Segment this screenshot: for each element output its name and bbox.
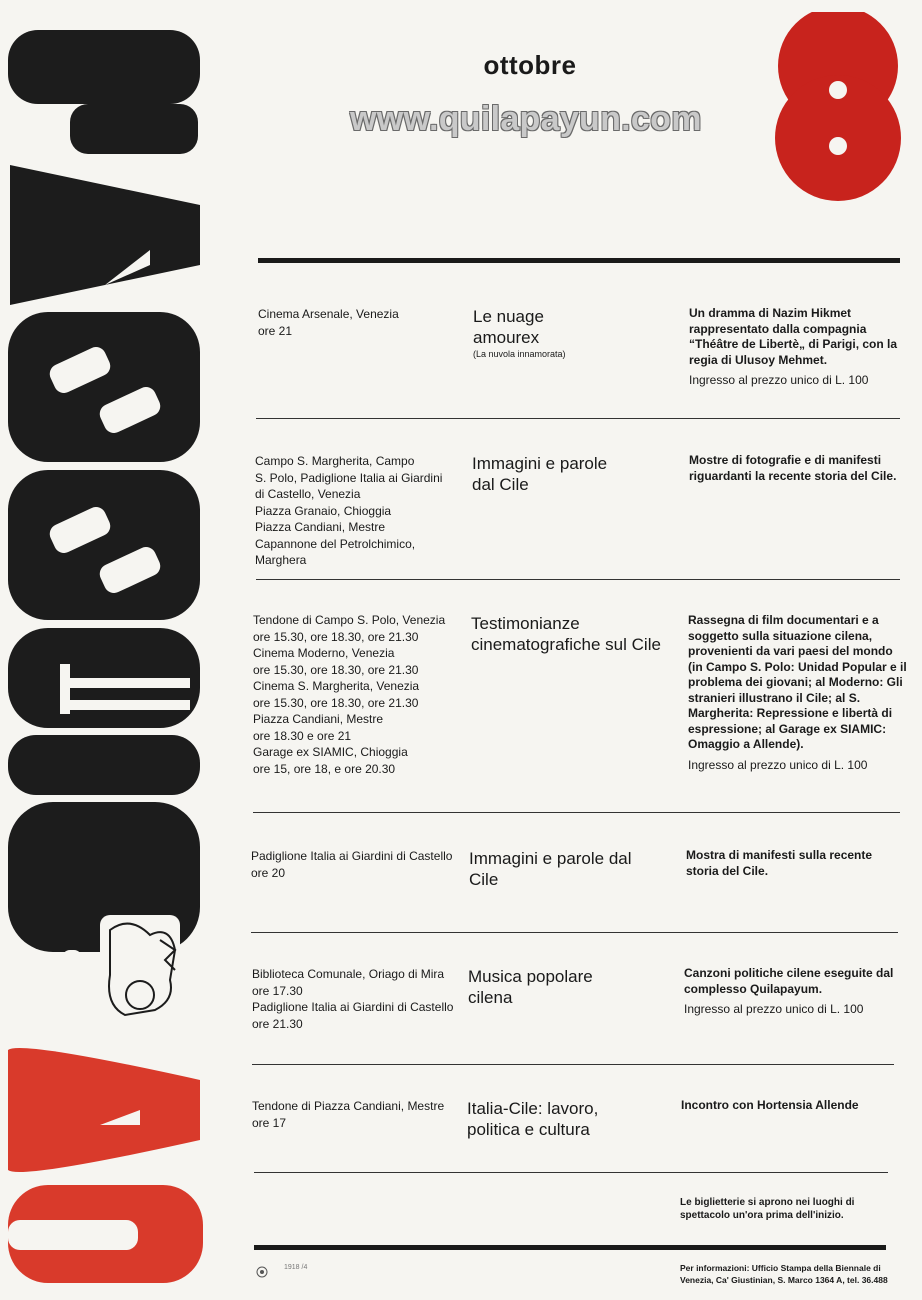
venue-line: Biblioteca Comunale, Oriago di Mira bbox=[252, 967, 445, 981]
event-title: Le nuage amourex bbox=[473, 307, 544, 347]
venue-line: ore 15.30, ore 18.30, ore 21.30 bbox=[253, 695, 419, 710]
website-watermark: www.quilapayun.com bbox=[350, 100, 702, 138]
month-heading: ottobre bbox=[483, 50, 577, 80]
lion-of-saint-mark-emblem bbox=[100, 915, 180, 1025]
seal-icon bbox=[256, 1266, 268, 1278]
ticket-office-note: Le biglietterie si aprono nei luoghi di spettacolo un'ora prima dell'inizio. bbox=[680, 1197, 855, 1221]
event-4-venue bbox=[251, 848, 466, 881]
event-6-title-block bbox=[467, 1098, 637, 1140]
event-divider bbox=[254, 1172, 888, 1173]
venue-line: ore 15, ore 18, e ore 20.30 bbox=[253, 761, 396, 776]
event-divider bbox=[252, 1064, 894, 1065]
event-description: Rassegna di film documentari e a soggetto sulla situazione cilena, provenienti da vari paesi del mondo (in Campo S. Polo: Unidad Popular e il problema dei giovani; al Moderno: Gli stranieri illustrano il Cile; al S. Margherita: Repressione e libertà di espressione; al Garage ex SIAMIC: Omaggio a Allende). bbox=[688, 613, 907, 751]
event-1-description bbox=[689, 306, 909, 389]
event-title: Musica popolare cilena bbox=[468, 967, 593, 1007]
venue-line: Tendone di Campo S. Polo, Venezia bbox=[253, 613, 446, 627]
venue-line: ore 15.30, ore 18.30, ore 21.30 bbox=[253, 662, 419, 677]
issue-number-lower-counter bbox=[829, 137, 847, 155]
event-6-venue bbox=[252, 1098, 467, 1131]
event-3-venue bbox=[253, 612, 468, 777]
event-description: Un dramma di Nazim Hikmet rappresentato dalla compagnia “Théâtre de Libertè„ di Parigi, con la regia di Ulusoy Mehmet. bbox=[689, 306, 898, 367]
event-divider bbox=[256, 579, 900, 580]
event-divider bbox=[251, 932, 898, 933]
header-rule bbox=[258, 258, 900, 263]
venue-line: ore 21.30 bbox=[252, 1016, 303, 1031]
venue-line: Padiglione Italia ai Giardini di Castello bbox=[252, 1000, 454, 1014]
event-admission: Ingresso al prezzo unico di L. 100 bbox=[684, 1002, 864, 1016]
event-title: Italia-Cile: lavoro, politica e cultura bbox=[467, 1099, 599, 1139]
venue-line: ore 18.30 e ore 21 bbox=[253, 728, 352, 743]
event-2-description bbox=[689, 453, 909, 484]
event-4-description bbox=[686, 848, 906, 879]
event-6-description bbox=[681, 1098, 901, 1114]
event-3-title-block bbox=[471, 613, 671, 655]
event-1-title-block bbox=[473, 306, 673, 360]
venue-line: ore 21 bbox=[258, 323, 293, 338]
issue-number-upper-counter bbox=[829, 81, 847, 99]
venue-line: Campo S. Margherita, Campo bbox=[255, 454, 415, 468]
event-title: Immagini e parole dal Cile bbox=[469, 849, 632, 889]
biennale-masthead bbox=[0, 0, 215, 1300]
venue-line: ore 15.30, ore 18.30, ore 21.30 bbox=[253, 629, 419, 644]
venue-line: Cinema Moderno, Venezia bbox=[253, 646, 395, 660]
event-2-title-block bbox=[472, 453, 632, 495]
event-5-venue bbox=[252, 966, 467, 1032]
venue-line: Marghera bbox=[255, 553, 307, 567]
event-description: Mostre di fotografie e di manifesti riguardanti la recente storia del Cile. bbox=[689, 453, 897, 483]
event-3-description bbox=[688, 613, 908, 773]
venue-line: ore 17.30 bbox=[252, 983, 303, 998]
venue-line: di Castello, Venezia bbox=[255, 487, 361, 501]
masthead-wordmark-graphic bbox=[0, 0, 215, 1300]
event-divider bbox=[253, 812, 900, 813]
venue-line: ore 20 bbox=[251, 865, 286, 880]
footer-rule bbox=[254, 1245, 886, 1250]
venue-line: Cinema S. Margherita, Venezia bbox=[253, 679, 420, 693]
event-5-description bbox=[684, 966, 904, 1018]
venue-line: Piazza Candiani, Mestre bbox=[253, 712, 384, 726]
event-title: Immagini e parole dal Cile bbox=[472, 454, 608, 494]
event-divider bbox=[256, 418, 900, 419]
venue-line: ore 17 bbox=[252, 1115, 287, 1130]
event-admission: Ingresso al prezzo unico di L. 100 bbox=[688, 757, 868, 772]
event-admission: Ingresso al prezzo unico di L. 100 bbox=[689, 373, 869, 387]
venue-line: S. Polo, Padiglione Italia ai Giardini bbox=[255, 470, 443, 485]
venue-line: Cinema Arsenale, Venezia bbox=[258, 307, 399, 321]
event-4-title-block bbox=[469, 848, 639, 890]
event-5-title-block bbox=[468, 966, 638, 1008]
event-2-venue bbox=[255, 453, 470, 569]
event-title: Testimonianze cinematografiche sul Cile bbox=[471, 614, 661, 654]
print-code: 1918 /4 bbox=[284, 1264, 308, 1271]
venue-line: Piazza Granaio, Chioggia bbox=[255, 503, 392, 518]
event-description: Canzoni politiche cilene eseguite dal complesso Quilapayum. bbox=[684, 966, 894, 996]
venue-line: Garage ex SIAMIC, Chioggia bbox=[253, 745, 408, 759]
event-1-venue bbox=[258, 306, 473, 339]
event-description: Mostra di manifesti sulla recente storia del Cile. bbox=[686, 848, 873, 878]
venue-line: Tendone di Piazza Candiani, Mestre bbox=[252, 1099, 445, 1113]
event-subtitle: (La nuvola innamorata) bbox=[473, 349, 566, 359]
venue-line: Piazza Candiani, Mestre bbox=[255, 520, 386, 534]
venue-line: Padiglione Italia ai Giardini di Castello bbox=[251, 849, 453, 863]
venue-line: Capannone del Petrolchimico, bbox=[255, 536, 416, 551]
event-description: Incontro con Hortensia Allende bbox=[681, 1098, 859, 1112]
press-office-info: Per informazioni: Ufficio Stampa della Biennale di Venezia, Ca' Giustinian, S. Marco 1364 A, tel. 36.488 bbox=[680, 1263, 888, 1285]
issue-number-graphic bbox=[768, 12, 908, 202]
